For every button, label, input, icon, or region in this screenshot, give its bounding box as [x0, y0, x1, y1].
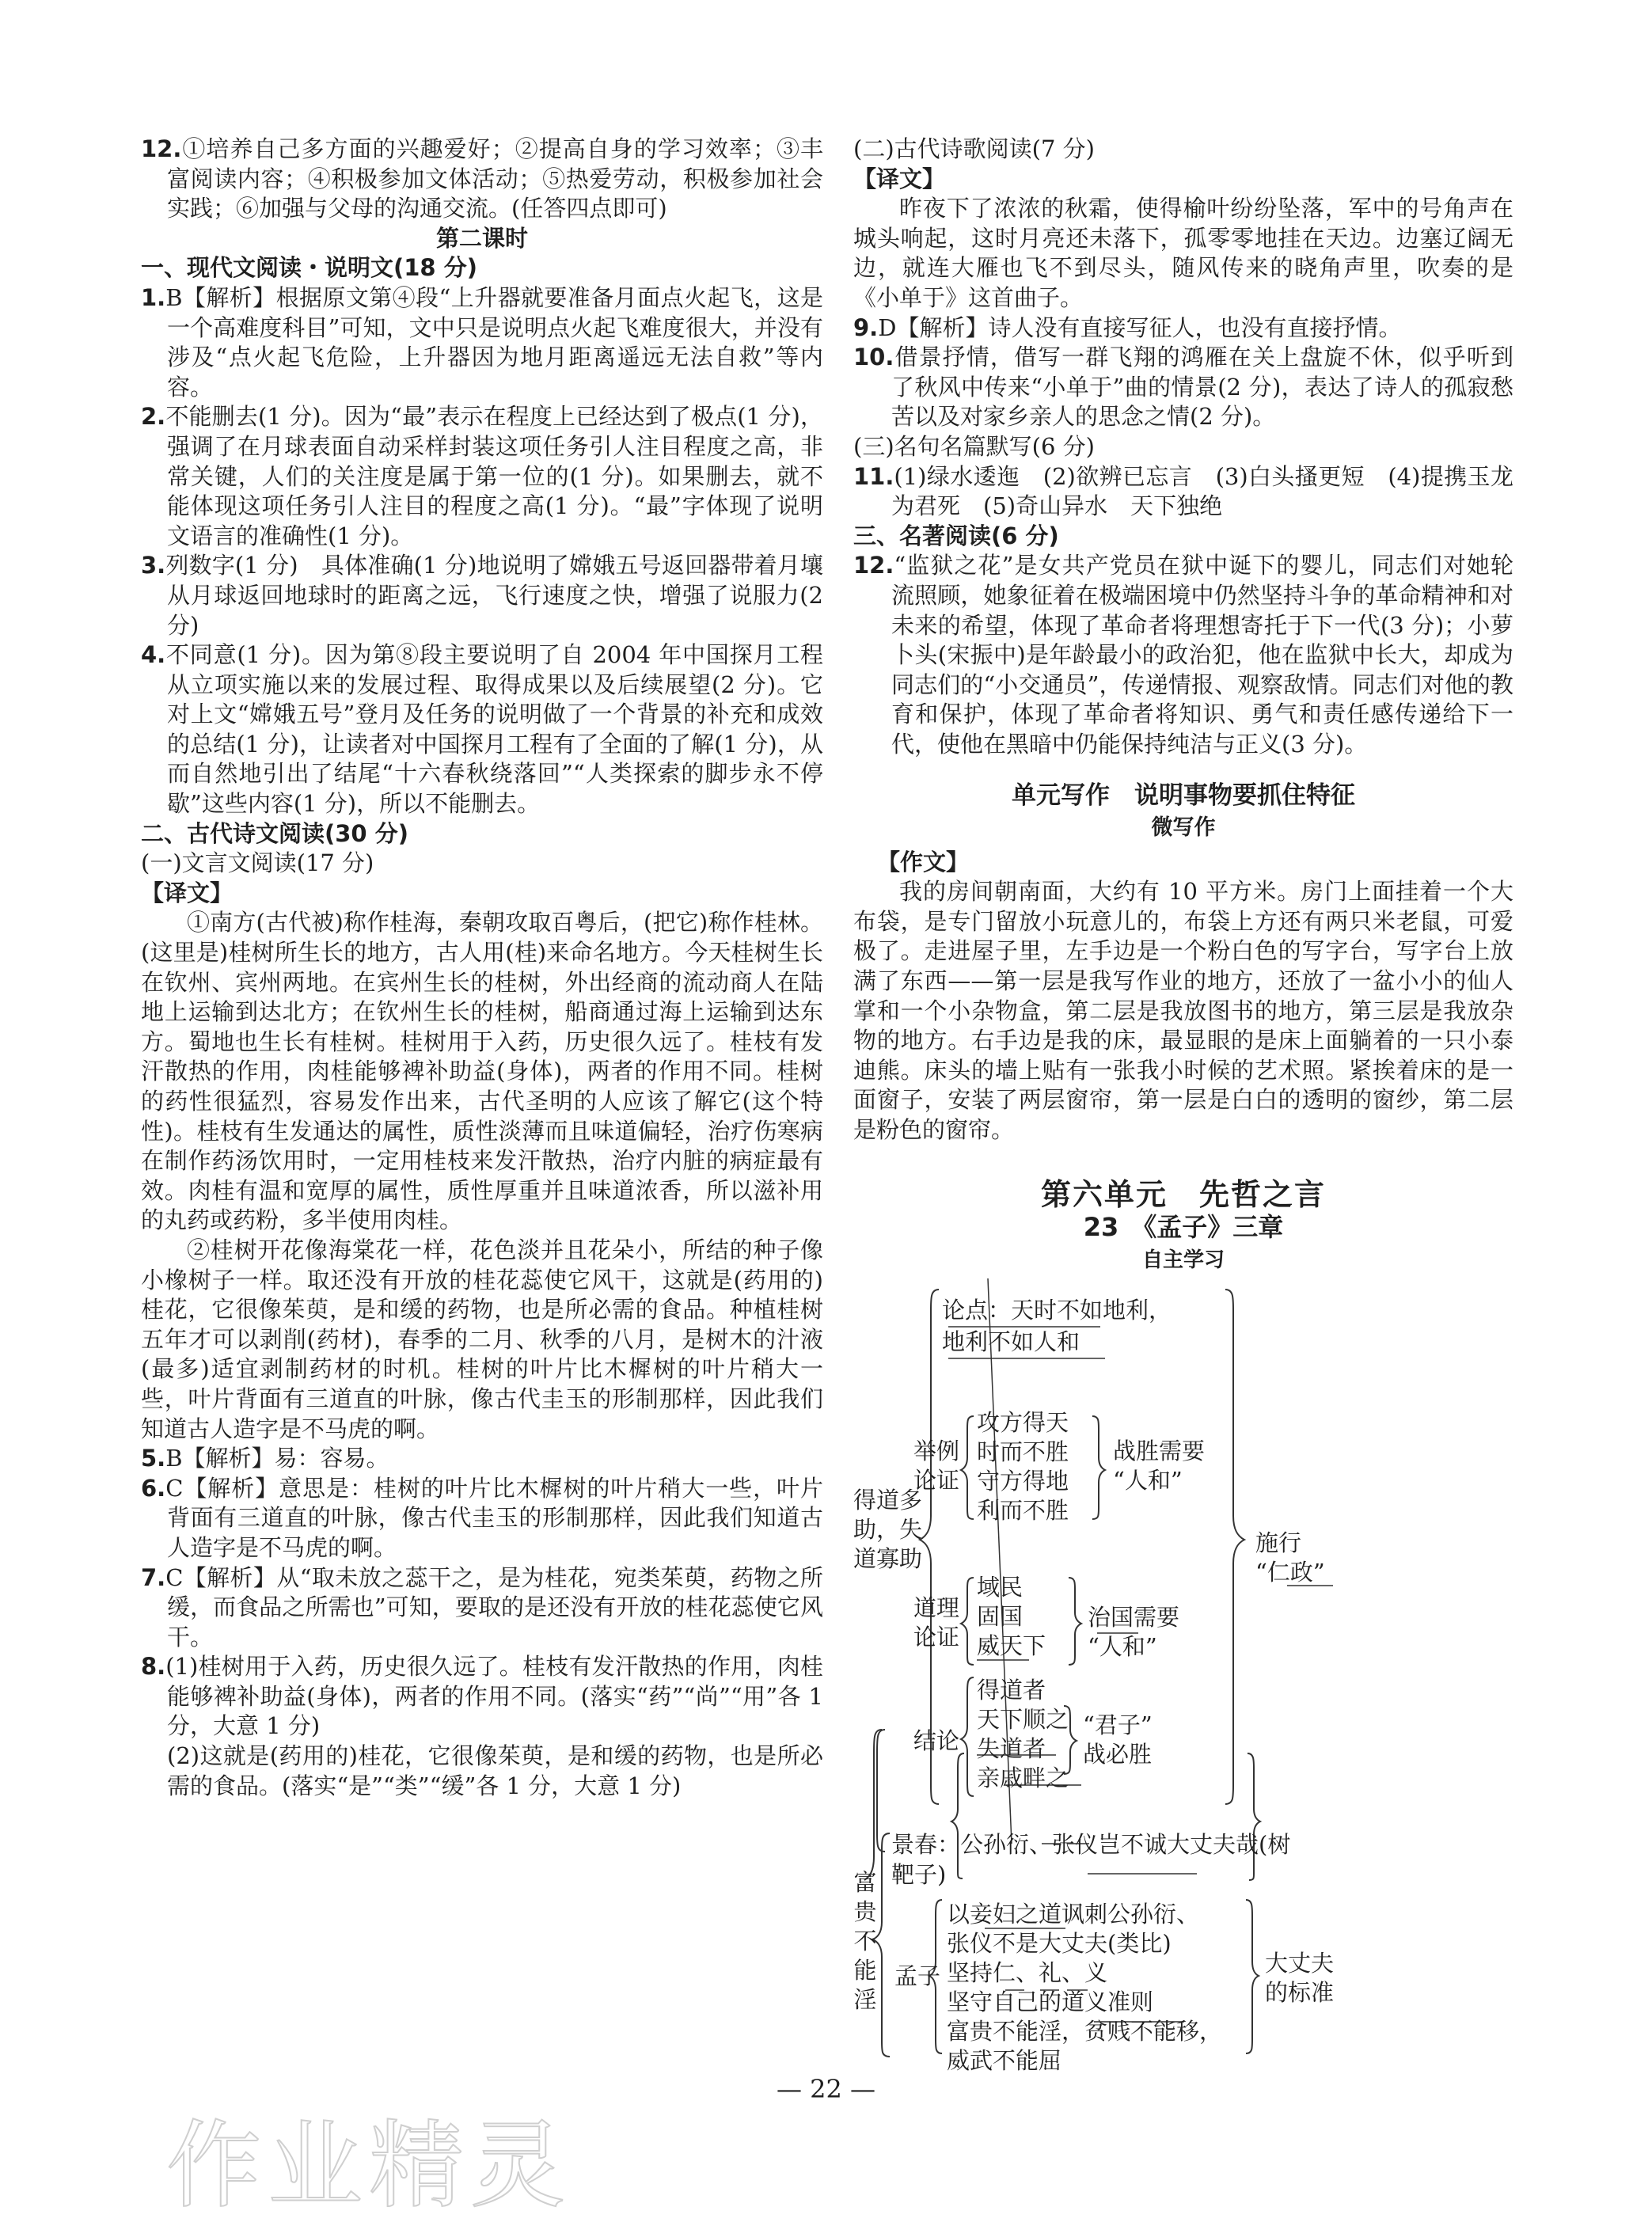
section-heading-3: 三、名著阅读(6 分) — [853, 522, 1059, 549]
mengzi-label: 孟子 — [894, 1962, 941, 1989]
poem-translation-label: 【译文】 — [853, 165, 946, 192]
answer-4: 4.不同意(1 分)。因为第⑧段主要说明了自 2004 年中国探月工程从立项实施以来的发展过程、取得成果以及后续展望(2 分)。它对上文“嫦娥五号”登月及任务的说明做了一个背景的补充和成效的总结(1 分)，让读者对中国探月工程有了全面的了解(1 分)，从而自然地引出了结尾“十六春秋绕落回”“人类探索的脚步永不停歇”这些内容(1 分)，所以不能删去。 — [141, 641, 823, 818]
answer-1: 1.B【解析】根据原文第④段“上升器就要准备月面点火起飞，这是一个高难度科目”可知，文中只是说明点火起飞难度很大，并没有涉及“点火起飞危险，上升器因为地月距离遥远无法自救”等内容。 — [141, 283, 823, 401]
subsection-heading-3: (三)名句名篇默写(6 分) — [853, 432, 1095, 460]
jingchun-line-2: 靶子) — [891, 1861, 947, 1888]
translation-paragraph-1: ①南方(古代被)称作桂海，秦朝攻取百粤后，(把它)称作桂林。(这里是)桂树所生长的地方，古人用(桂)来命名地方。今天桂树生长在钦州、宾州两地。在宾州生长的桂树，外出经商的流动商人在陆地上运输到达北方；在钦州生长的桂树，船商通过海上运输到达东方。蜀地也生长有桂树。桂树用于入药，历史很久远了。桂枝有发汗散热的作用，肉桂能够裨补助益(身体)，两者的作用不同。桂树的药性很猛烈，容易发作出来，古代圣明的人应该了解它(这个特性)。桂枝有生发通达的属性，质性淡薄而且味道偏轻，治疗伤寒病在制作药汤饮用时，一定用桂枝来发汗散热，治疗内脏的病症最有效。肉桂有温和宽厚的属性，质性厚重并且味道浓香，所以滋补用的丸药或药粉，多半使用肉桂。 — [141, 909, 823, 1234]
translation-label: 【译文】 — [141, 879, 234, 906]
diagram-brackets — [853, 1278, 1513, 1896]
example-argument-conclusion: 战胜需要 “人和” — [1113, 1438, 1206, 1495]
conclusion-label: 结论 — [913, 1727, 960, 1755]
lesson-title: 23 《孟子》三章 — [1083, 1212, 1284, 1243]
example-argument-items: 攻方得天 时而不胜 守方得地 利而不胜 — [977, 1409, 1069, 1525]
subsection-heading-1: (一)文言文阅读(17 分) — [141, 849, 374, 877]
left-column — [141, 135, 823, 1801]
answer-3: 3.列数字(1 分) 具体准确(1 分)地说明了嫦娥五号返回器带着月壤从月球返回地球时的距离之远，飞行速度之快，增强了说服力(2 分) — [141, 552, 823, 639]
root-node-1: 得道多 助，失 道寡助 — [853, 1487, 923, 1573]
essay-text: 我的房间朝南面，大约有 10 平方米。房门上面挂着一个大布袋，是专门留放小玩意儿的，布袋上方还有两只米老鼠，可爱极了。走进屋子里，左手边是一个粉白色的写字台，写字台上放满了东西——第一层是我写作业的地方，还放了一盆小小的仙人掌和一个小杂物盒，第二层是我放图书的地方，第三层是我放杂物的地方。右手边是我的床，最显眼的是床上面躺着的一只小泰迪熊。床头的墙上贴有一张我小时候的艺术照。紧挨着床的是一面窗子，安装了两层窗帘，第一层是白白的透明的窗纱，第二层是粉色的窗帘。 — [853, 878, 1513, 1143]
answer-10: 10.借景抒情，借写一群飞翔的鸿雁在关上盘旋不休，似乎听到了秋风中传来“小单于”曲的情景(2 分)，表达了诗人的孤寂愁苦以及对家乡亲人的思念之情(2 分)。 — [853, 344, 1513, 431]
mengzi-items: 以妾妇之道讽刺公孙衍、 张仪不是大丈夫(类比) 坚持仁、礼、义 坚守自己的道义准则 富贵不能淫，贫贱不能移， 威武不能屈 — [947, 1901, 1223, 2074]
thesis-line-1: 论点：天时不如地利， — [942, 1297, 1172, 1324]
answer-8-part-1: 8.(1)桂树用于入药，历史很久远了。桂枝有发汗散热的作用，肉桂能够裨补助益(身体)，两者的作用不同。(落实“药”“尚”“用”各 1 分，大意 1 分) — [141, 1653, 823, 1740]
answer-6: 6.C【解析】意思是：桂树的叶片比木樨树的叶片稍大一些，叶片背面有三道直的叶脉，像古代圭玉的形制那样，因此我们知道古人造字是不马虎的啊。 — [141, 1474, 823, 1561]
subsection-heading-2: (二)古代诗歌阅读(7 分) — [853, 135, 1095, 162]
page-number: — 22 — — [776, 2074, 876, 2104]
essay-label: 【作文】 — [877, 848, 970, 876]
translation-paragraph-2: ②桂树开花像海棠花一样，花色淡并且花朵小，所结的种子像小橡树子一样。取还没有开放的桂花蕊使它风干，这就是(药用的)桂花，它很像茱萸，是和缓的药物，也是所必需的食品。种植桂树五年才可以剥削(药材)，春季的二月、秋季的八月，是树木的汁液(最多)适宜剥制药材的时机。桂树的叶片比木樨树的叶片稍大一些，叶片背面有三道直的叶脉，像古代圭玉的形制那样，因此我们知道古人造字是不马虎的啊。 — [141, 1236, 823, 1442]
thesis-line-2: 地利不如人和 — [942, 1328, 1080, 1356]
reasoning-argument-conclusion: 治国需要 “人和” — [1088, 1604, 1180, 1661]
structure-diagram-2 — [853, 1827, 1513, 2074]
unit-title: 第六单元 先哲之言 — [1040, 1176, 1326, 1212]
answer-11: 11.(1)绿水逶迤 (2)欲辨已忘言 (3)白头搔更短 (4)提携玉龙为君死 (5)奇山异水 天下独绝 — [853, 462, 1513, 520]
writing-subtitle: 微写作 — [1151, 815, 1216, 841]
answer-5: 5.B【解析】易：容易。 — [141, 1445, 389, 1472]
answer-12-right: 12.“监狱之花”是女共产党员在狱中诞下的婴儿，同志们对她轮流照顾，她象征着在极端困境中仍然坚持斗争的革命精神和对未来的希望，体现了革命者将理想寄托于下一代(3 分)；小萝卜头(宋振中)是年龄最小的政治犯，他在监狱中长大，却成为同志们的“小交通员”，传递情报、观察敌情。同志们对他的教育和保护，体现了革命者将知识、勇气和责任感传递给下一代，使他在黑暗中仍能保持纯洁与正义(3 分)。 — [853, 552, 1513, 758]
section-heading-2: 二、古代诗文阅读(30 分) — [141, 819, 408, 847]
answer-2: 2.不能删去(1 分)。因为“最”表示在程度上已经达到了极点(1 分)，强调了在月球表面自动采样封装这项任务引人注目程度之高，非常关键，人们的关注度是属于第一位的(1 分)。如果删去，就不能体现这项任务引人注目的程度之高(1 分)。“最”字体现了说明文语言的准确性(1 分)。 — [141, 403, 823, 549]
implement-benevolence: 施行 “仁政” — [1255, 1529, 1325, 1586]
poem-translation: 昨夜下了浓浓的秋霜，使得榆叶纷纷坠落，军中的号角声在城头响起，这时月亮还未落下，孤零零地挂在天边。边塞辽阔无边，就连大雁也飞不到尽头，随风传来的晓角声里，吹奏的是《小单于》这首曲子。 — [853, 195, 1513, 311]
conclusion-result: “君子” 战必胜 — [1083, 1711, 1153, 1768]
structure-diagram — [853, 1278, 1513, 1896]
jingchun-line-1: 景春：公孙衍、张仪岂不诚大丈夫哉(树 — [891, 1831, 1291, 1858]
section-heading-1: 一、现代文阅读・说明文(18 分) — [141, 254, 477, 282]
conclusion-items: 得道者 天下顺之 失道者 亲戚畔之 — [977, 1677, 1069, 1792]
reasoning-argument-items: 域民 固国 威天下 — [977, 1574, 1046, 1660]
watermark: 作业精灵 — [166, 2111, 572, 2221]
example-argument-label: 举例 论证 — [913, 1438, 960, 1495]
answer-7: 7.C【解析】从“取未放之蕊干之，是为桂花，宛类茱萸，药物之所缓，而食品之所需也”可知，要取的是还没有开放的桂花蕊使它风干。 — [141, 1563, 823, 1651]
reasoning-argument-label: 道理 论证 — [913, 1594, 960, 1651]
right-column — [853, 135, 1513, 1896]
root-node-2: 富 贵 不 能 淫 — [853, 1869, 877, 2013]
writing-title: 单元写作 说明事物要抓住特征 — [1012, 781, 1355, 811]
answer-9: 9.D【解析】诗人没有直接写征人，也没有直接抒情。 — [853, 313, 1402, 341]
answer-12: 12.①培养自己多方面的兴趣爱好；②提高自身的学习效率；③丰富阅读内容；④积极参加文体活动；⑤热爱劳动，积极参加社会实践；⑥加强与父母的沟通交流。(任答四点即可) — [141, 135, 823, 222]
great-man-standard: 大丈夫 的标准 — [1265, 1950, 1335, 2006]
answer-8-part-2: (2)这就是(药用的)桂花，它很像茱萸，是和缓的药物，也是所必需的食品。(落实“是”“类”“缓”各 1 分，大意 1 分) — [167, 1742, 823, 1799]
period-heading: 第二课时 — [435, 224, 528, 252]
self-study-label: 自主学习 — [1141, 1248, 1225, 1272]
